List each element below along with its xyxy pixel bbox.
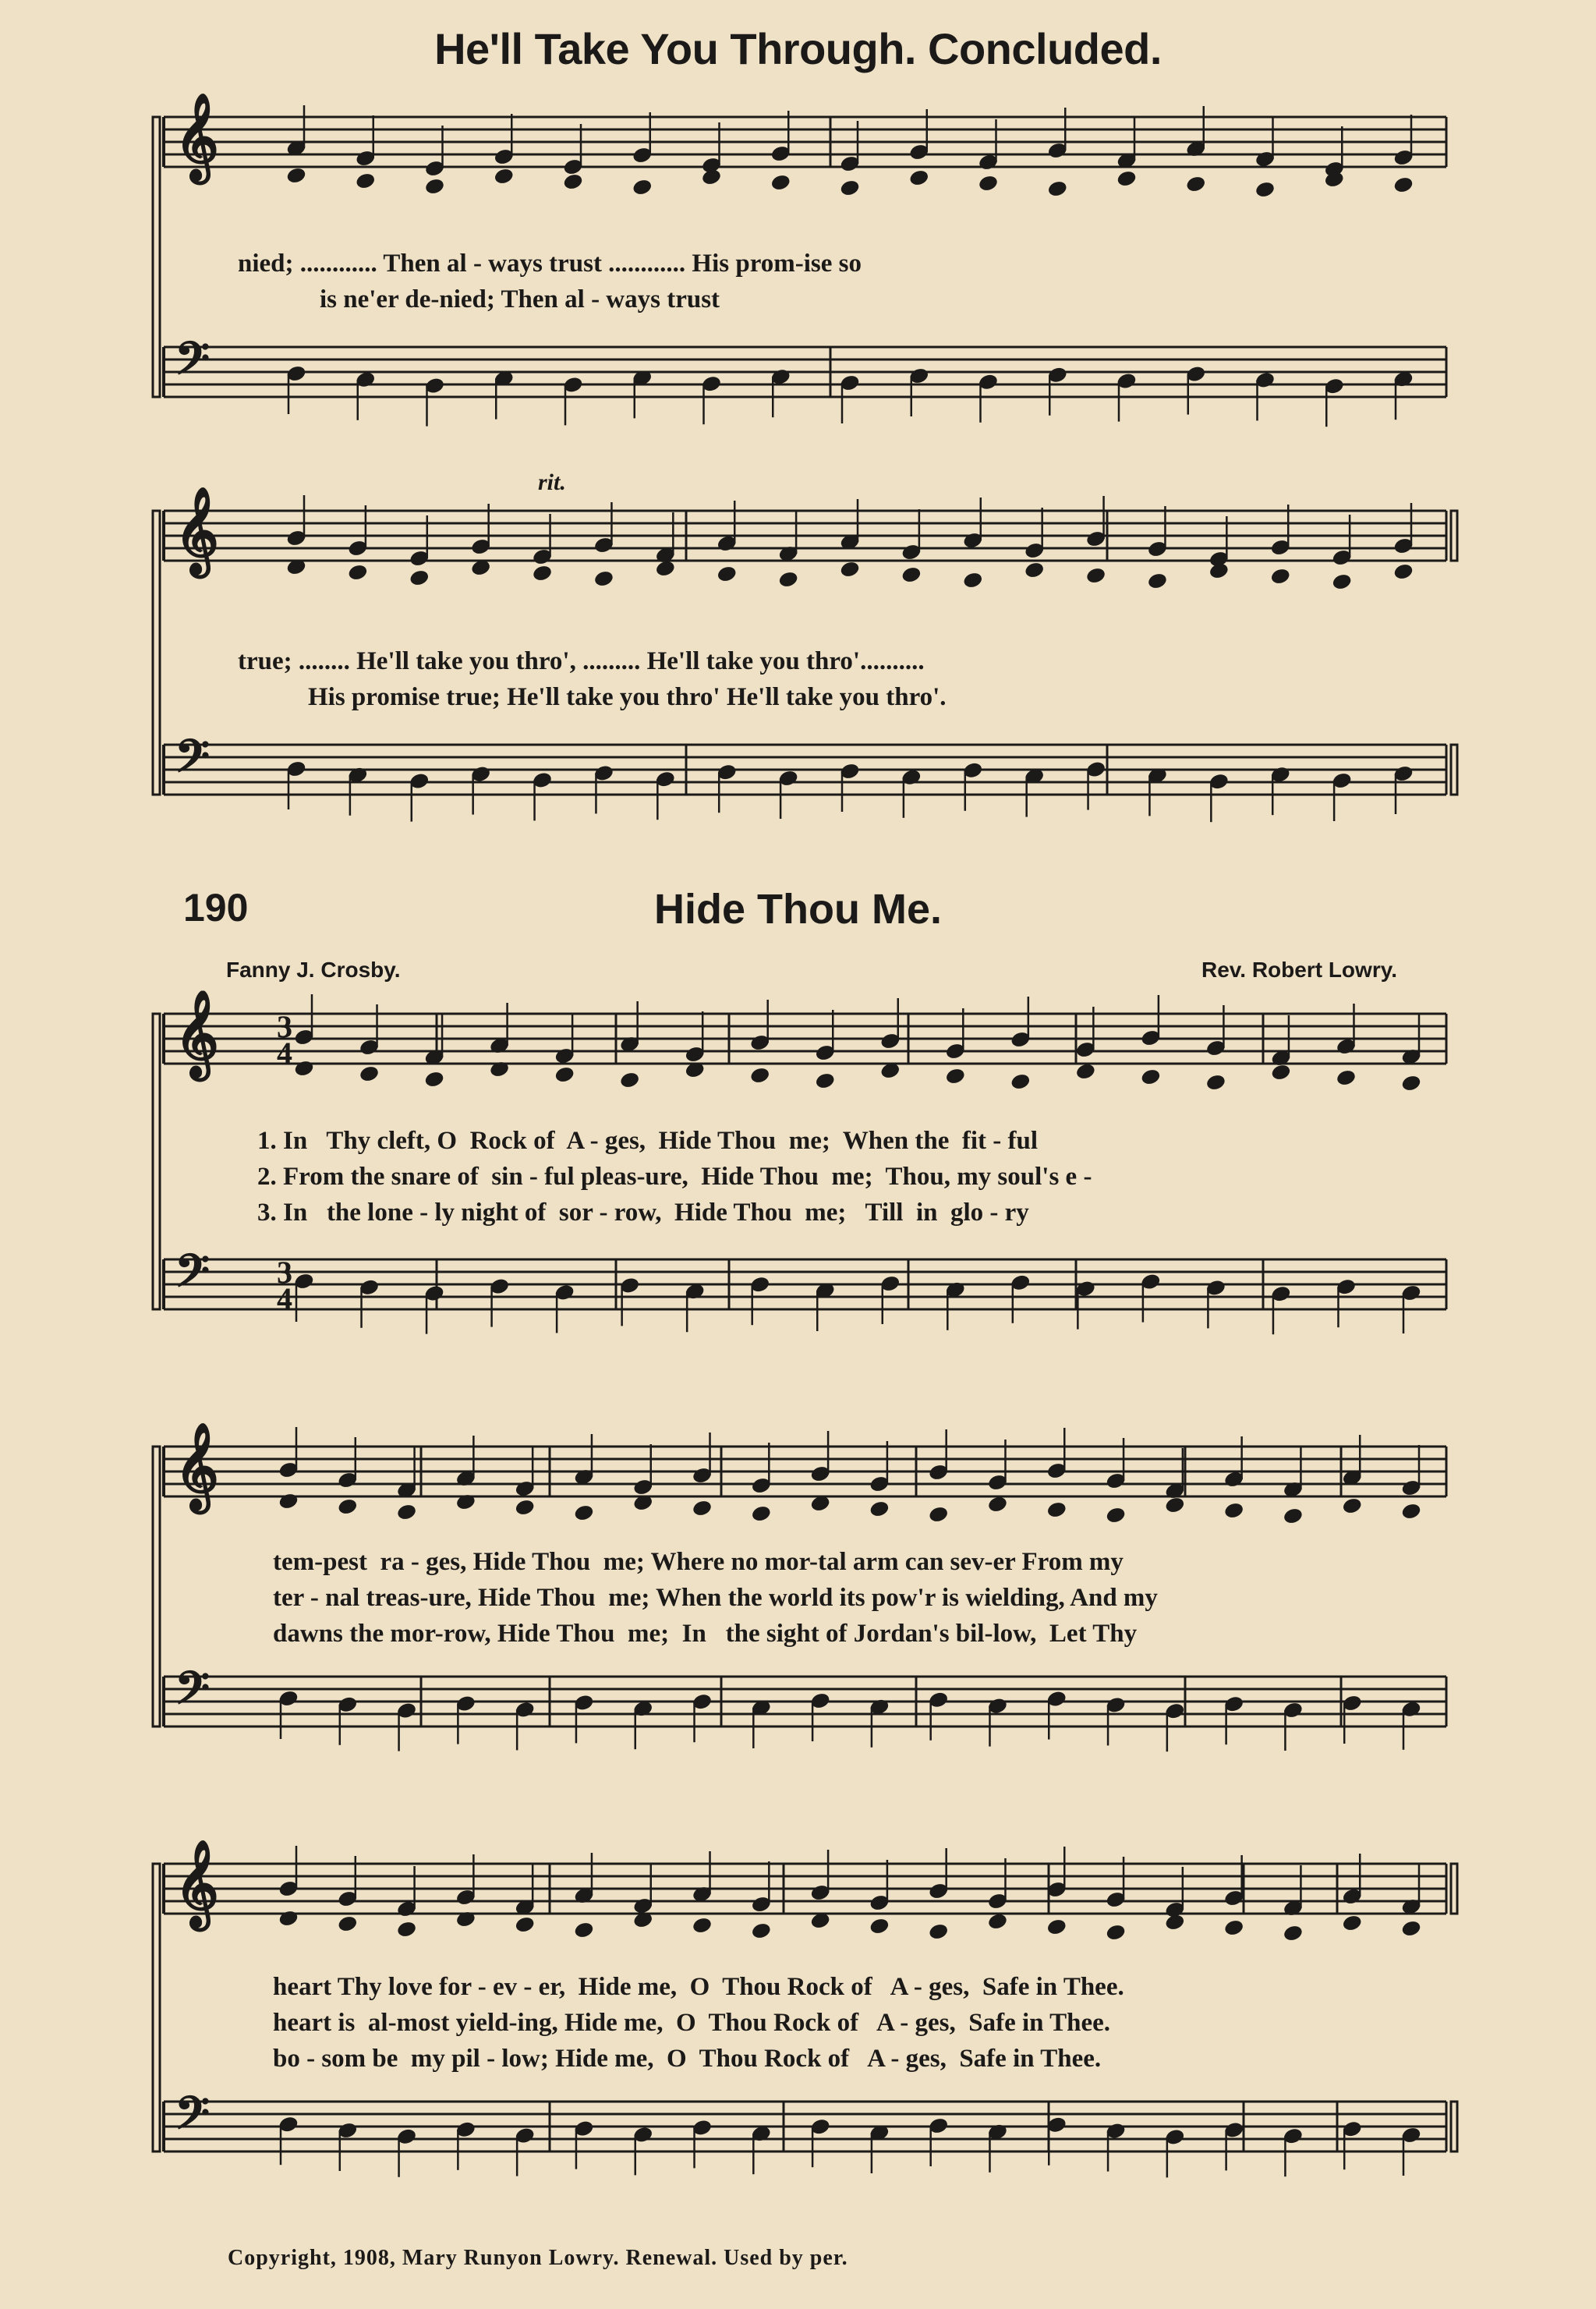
h1-system1-bass-staff (164, 347, 1446, 397)
system2-verse2: ter - nal treas-ure, Hide Thou me; When the world its pow'r is wielding, And my (273, 1584, 1158, 1612)
system1-verse2: 2. From the snare of sin - ful pleas-ure, Hide Thou me; Thou, my soul's e - (257, 1163, 1092, 1191)
bass-clef-icon: 𝄢 (175, 1248, 211, 1308)
final-barline (1451, 745, 1457, 795)
h2-system3-system-brace (153, 1864, 160, 2151)
hymn1-lyric-upper-2: true; ........ He'll take you thro', ......... He'll take you thro'.......... (238, 647, 925, 675)
h2-system1-bass-staff (164, 1259, 1446, 1309)
hymn-title: Hide Thou Me. (654, 886, 942, 933)
h2-system2-bass-staff (164, 1677, 1446, 1726)
hymn1-lyric-lower-2: His promise true; He'll take you thro' He'll take you thro'. (308, 683, 947, 711)
treble-clef-icon: 𝄞 (175, 1842, 219, 1925)
treble-clef-icon: 𝄞 (175, 95, 219, 179)
treble-clef-icon: 𝄞 (175, 489, 219, 572)
h2-system3-bass-staff (164, 2102, 1446, 2151)
copyright-footer: Copyright, 1908, Mary Runyon Lowry. Renewal. Used by per. (228, 2246, 848, 2270)
system1-verse1: 1. In Thy cleft, O Rock of A - ges, Hide Thou me; When the fit - ful (257, 1127, 1039, 1155)
system3-verse2: heart is al-most yield-ing, Hide me, O Thou Rock of A - ges, Safe in Thee. (273, 2009, 1111, 2037)
treble-clef-icon: 𝄞 (175, 992, 219, 1075)
system2-verse1: tem-pest ra - ges, Hide Thou me; Where no mor-tal arm can sev-er From my (273, 1548, 1124, 1576)
bass-clef-icon: 𝄢 (175, 2090, 211, 2150)
bass-clef-icon: 𝄢 (175, 1665, 211, 1725)
h2-system1-system-brace (153, 1014, 160, 1309)
system1-verse3: 3. In the lone - ly night of sor - row, Hide Thou me; Till in glo - ry (257, 1199, 1029, 1227)
time-signature-bottom-bass: 4 (277, 1281, 292, 1316)
page-header-title: He'll Take You Through. Concluded. (434, 24, 1162, 73)
h1-system2-system-brace (153, 511, 160, 795)
lyricist-credit: Fanny J. Crosby. (226, 958, 401, 982)
h2-system2-system-brace (153, 1447, 160, 1726)
time-signature-bottom-treble: 4 (277, 1036, 292, 1071)
time-signature-top-bass: 3 (277, 1255, 292, 1290)
h1-system1-system-brace (153, 117, 160, 397)
tempo-mark-rit: rit. (538, 469, 566, 495)
time-signature-top-treble: 3 (277, 1009, 292, 1044)
bass-clef-icon: 𝄢 (175, 335, 211, 395)
final-barline (1451, 2102, 1457, 2151)
bass-clef-icon: 𝄢 (175, 733, 211, 793)
system3-verse1: heart Thy love for - ev - er, Hide me, O Thou Rock of A - ges, Safe in Thee. (273, 1973, 1124, 2001)
hymn1-lyric-lower-1: is ne'er de-nied; Then al - ways trust (320, 285, 720, 313)
hymn-number: 190 (183, 886, 249, 930)
system3-verse3: bo - som be my pil - low; Hide me, O Thou Rock of A - ges, Safe in Thee. (273, 2045, 1102, 2073)
treble-clef-icon: 𝄞 (175, 1425, 219, 1508)
final-barline (1451, 1864, 1457, 1914)
h2-system1-treble-staff (164, 1014, 1446, 1064)
system2-verse3: dawns the mor-row, Hide Thou me; In the sight of Jordan's bil-low, Let Thy (273, 1620, 1138, 1648)
composer-credit: Rev. Robert Lowry. (1201, 958, 1397, 982)
h1-system1-treble-staff (164, 117, 1446, 167)
final-barline (1451, 511, 1457, 561)
hymn1-lyric-upper-1: nied; ............ Then al - ways trust ............ His prom-ise so (238, 250, 862, 278)
